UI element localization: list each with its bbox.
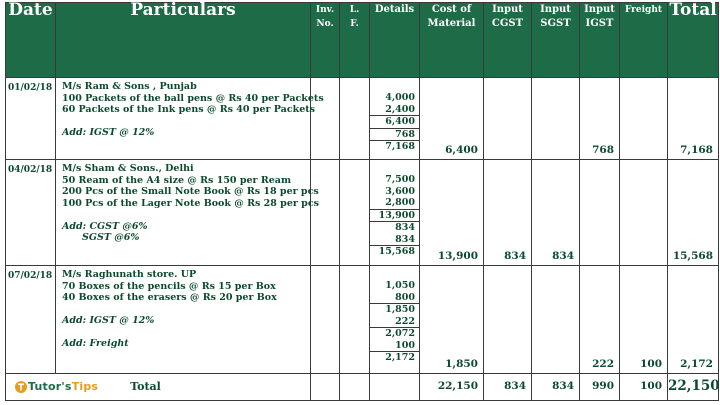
entry-igst bbox=[580, 160, 620, 266]
entry-tax-line: Add: IGST @ 12% bbox=[62, 127, 155, 138]
detail-value: 222 bbox=[395, 315, 415, 327]
detail-value: 2,800 bbox=[385, 197, 415, 208]
header-lf bbox=[340, 3, 370, 78]
header-inv-no bbox=[311, 3, 340, 78]
entry-line: 100 Pcs of the Lager Note Book @ Rs 28 per pcs bbox=[62, 197, 319, 209]
entry-line: 70 Boxes of the pencils @ Rs 15 per Box bbox=[62, 280, 276, 292]
totals-label: Total bbox=[130, 380, 161, 394]
header-lf-line1: L. bbox=[349, 5, 360, 15]
totals-inv-no bbox=[311, 374, 340, 401]
entry-line: 50 Ream of the A4 size @ Rs 150 per Ream bbox=[62, 174, 291, 186]
header-row bbox=[6, 3, 719, 78]
entry-particulars bbox=[56, 78, 324, 160]
header-cost-line2: Material bbox=[427, 18, 476, 29]
totals-cgst: 834 bbox=[484, 374, 532, 401]
ledger-entry-row bbox=[6, 160, 719, 266]
entry-inv-no bbox=[311, 78, 340, 160]
detail-value: 6,400 bbox=[370, 115, 419, 128]
entry-line: 40 Boxes of the erasers @ Rs 20 per Box bbox=[62, 292, 277, 303]
header-cgst bbox=[484, 3, 532, 78]
purchase-ledger-table bbox=[5, 2, 719, 401]
header-sgst bbox=[532, 3, 580, 78]
entry-lf bbox=[340, 160, 370, 266]
totals-sgst: 834 bbox=[532, 374, 580, 401]
entry-freight: 100 bbox=[620, 266, 668, 374]
entry-inv-no bbox=[311, 266, 340, 374]
header-igst-line2: IGST bbox=[585, 18, 614, 29]
header-igst bbox=[580, 3, 620, 78]
logo-text-accent: Tips bbox=[71, 380, 99, 394]
detail-value: 4,000 bbox=[385, 92, 415, 103]
header-total: Total bbox=[668, 3, 719, 78]
detail-value: 2,400 bbox=[385, 103, 415, 115]
entry-cgst bbox=[484, 266, 532, 374]
header-sgst-line1: Input bbox=[540, 4, 571, 15]
entry-line: 200 Pcs of the Small Note Book @ Rs 18 per pcs bbox=[62, 186, 319, 197]
entry-tax-line: Add: IGST @ 12% bbox=[62, 315, 155, 326]
detail-value: 834 bbox=[395, 233, 415, 245]
totals-row bbox=[6, 374, 719, 401]
detail-total: 2,172 bbox=[370, 351, 419, 364]
entry-tax-line: Add: CGST @6% bbox=[62, 220, 148, 232]
detail-value: 1,850 bbox=[370, 303, 419, 316]
totals-details bbox=[370, 374, 420, 401]
totals-igst: 990 bbox=[580, 374, 620, 401]
entry-total: 7,168 bbox=[668, 78, 719, 160]
entry-date: 07/02/18 bbox=[6, 266, 56, 374]
entry-details bbox=[370, 78, 420, 160]
detail-value: 7,500 bbox=[385, 174, 415, 185]
totals-lf bbox=[340, 374, 370, 401]
entry-party: M/s Ram & Sons , Punjab bbox=[62, 81, 197, 92]
entry-cgst: 834 bbox=[484, 160, 532, 266]
entry-lf bbox=[340, 266, 370, 374]
entry-line: 60 Packets of the Ink pens @ Rs 40 per Packets bbox=[62, 104, 315, 115]
detail-total: 15,568 bbox=[370, 245, 419, 258]
header-cgst-line1: Input bbox=[492, 4, 523, 15]
totals-freight: 100 bbox=[620, 374, 668, 401]
entry-date: 04/02/18 bbox=[6, 160, 56, 266]
entry-cost: 1,850 bbox=[420, 266, 484, 374]
entry-sgst: 834 bbox=[532, 160, 580, 266]
detail-value: 100 bbox=[395, 339, 415, 351]
header-cost bbox=[420, 3, 484, 78]
header-inv-no-line1: Inv. bbox=[315, 5, 335, 15]
entry-particulars bbox=[56, 266, 311, 374]
detail-total: 7,168 bbox=[370, 140, 419, 153]
entry-lf bbox=[340, 78, 370, 160]
detail-value: 1,050 bbox=[385, 280, 415, 291]
ledger-entry-row bbox=[6, 266, 719, 374]
logo-mark-icon bbox=[14, 380, 28, 394]
header-cgst-line2: CGST bbox=[491, 18, 524, 29]
header-igst-line1: Input bbox=[584, 4, 615, 15]
entry-party: M/s Sham & Sons., Delhi bbox=[62, 163, 194, 174]
detail-value: 834 bbox=[370, 221, 419, 234]
entry-date: 01/02/18 bbox=[6, 78, 56, 160]
detail-value: 800 bbox=[395, 291, 415, 303]
entry-tax-line: SGST @6% bbox=[82, 232, 140, 243]
entry-cost: 6,400 bbox=[420, 78, 484, 160]
logo-text-main: Tutor's bbox=[28, 380, 72, 394]
totals-cost: 22,150 bbox=[420, 374, 484, 401]
entry-cost: 13,900 bbox=[420, 160, 484, 266]
detail-value: 2,072 bbox=[370, 327, 419, 340]
entry-total: 2,172 bbox=[668, 266, 719, 374]
header-lf-line2: F. bbox=[350, 19, 359, 29]
logo-text bbox=[28, 381, 98, 393]
totals-label-cell bbox=[6, 374, 311, 401]
entry-sgst bbox=[532, 266, 580, 374]
entry-line: 100 Packets of the ball pens @ Rs 40 per Packets bbox=[62, 92, 324, 104]
tutors-tips-logo bbox=[6, 380, 310, 394]
entry-particulars bbox=[56, 160, 319, 266]
entry-party: M/s Raghunath store. UP bbox=[62, 269, 197, 280]
entry-details bbox=[370, 160, 420, 266]
header-particulars: Particulars bbox=[56, 3, 311, 78]
header-inv-no-line2: No. bbox=[316, 19, 334, 29]
header-date: Date bbox=[6, 3, 56, 78]
header-details: Details bbox=[370, 3, 420, 78]
entry-igst: 768 bbox=[580, 78, 620, 160]
detail-value: 768 bbox=[370, 128, 419, 141]
detail-value: 13,900 bbox=[370, 209, 419, 222]
entry-inv-no bbox=[311, 160, 340, 266]
totals-grand-total: 22,150 bbox=[668, 374, 719, 401]
detail-value: 3,600 bbox=[385, 185, 415, 197]
entry-cgst bbox=[484, 78, 532, 160]
entry-total: 15,568 bbox=[668, 160, 719, 266]
ledger-entry-row bbox=[6, 78, 719, 160]
header-freight: Freight bbox=[620, 3, 668, 78]
entry-tax-line: Add: Freight bbox=[62, 338, 129, 349]
entry-freight bbox=[620, 78, 668, 160]
entry-freight bbox=[620, 160, 668, 266]
entry-igst: 222 bbox=[580, 266, 620, 374]
entry-sgst bbox=[532, 78, 580, 160]
entry-details bbox=[370, 266, 420, 374]
header-cost-line1: Cost of bbox=[431, 4, 472, 15]
header-sgst-line2: SGST bbox=[540, 18, 571, 29]
